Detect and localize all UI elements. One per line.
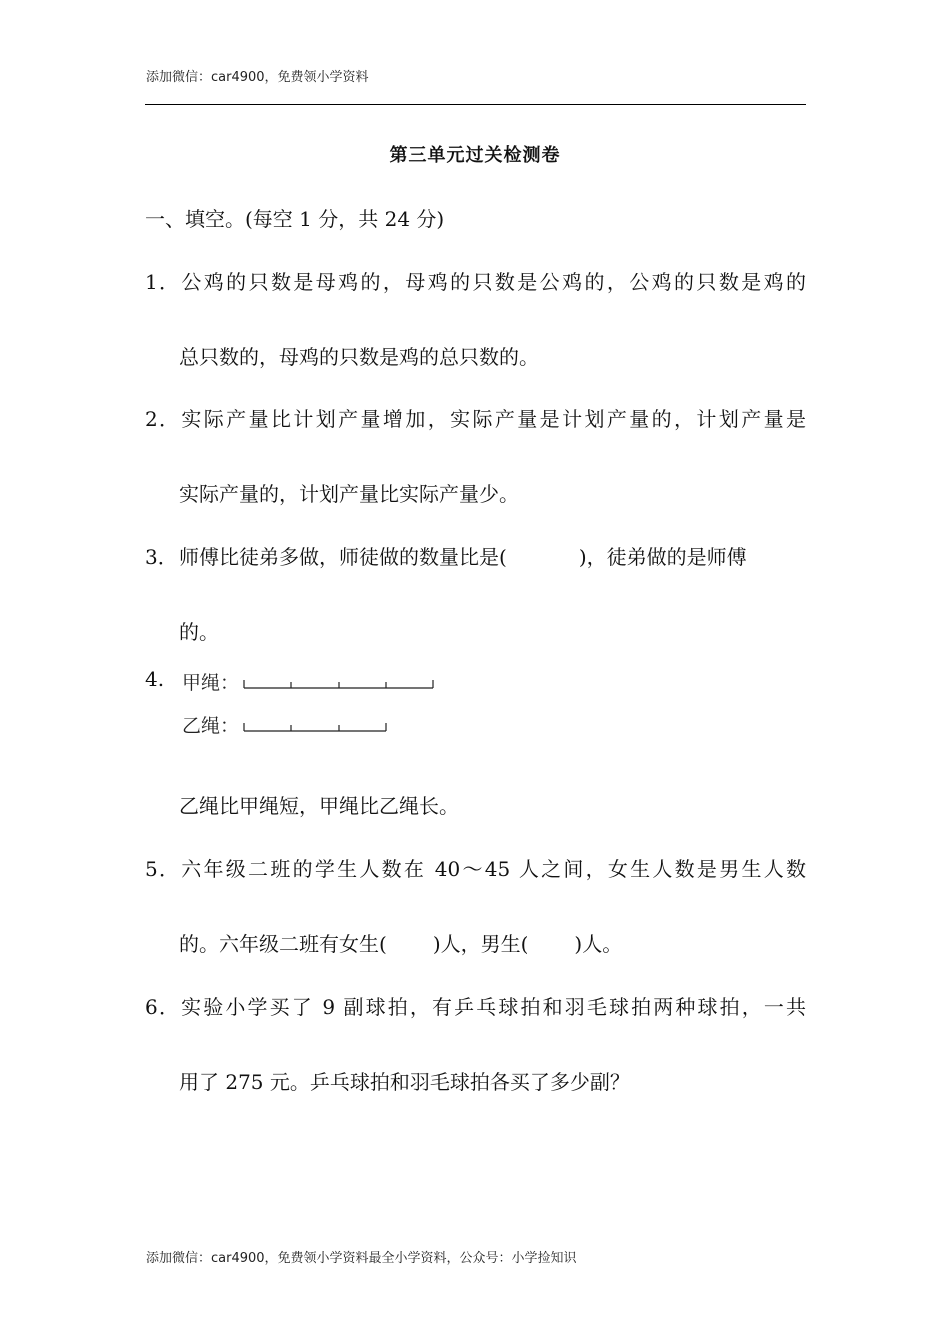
question-3-continued: 的。	[179, 620, 219, 644]
question-number: 5．	[145, 857, 179, 881]
question-text: 六年级二班的学生人数在 40～45 人之间，女生人数是男生人数	[179, 857, 806, 881]
question-4-text: 乙绳比甲绳短，甲绳比乙绳长。	[179, 794, 459, 818]
rope-b-label: 乙绳：	[182, 715, 240, 737]
question-text: 实验小学买了 9 副球拍，有乒乓球拍和羽毛球拍两种球拍，一共	[179, 995, 806, 1019]
page-title: 第三单元过关检测卷	[389, 145, 561, 166]
rope-b-diagram	[240, 719, 440, 735]
question-2-continued: 实际产量的，计划产量比实际产量少。	[179, 482, 519, 506]
question-6	[145, 991, 806, 1020]
question-number: 1．	[145, 270, 179, 294]
question-2	[145, 403, 806, 432]
question-1	[145, 266, 806, 295]
question-5-continued	[179, 928, 622, 957]
page-footer: 添加微信：car4900，免费领小学资料最全小学资料，公众号：小学捡知识	[146, 1251, 577, 1266]
question-text: )人，男生(	[432, 932, 529, 956]
question-1-continued: 总只数的，母鸡的只数是鸡的总只数的。	[179, 345, 539, 369]
question-5	[145, 853, 806, 882]
question-6-continued: 用了 275 元。乒乓球拍和羽毛球拍各买了多少副？	[179, 1070, 630, 1094]
question-number: 4.	[145, 667, 165, 691]
question-text: )，徒弟做的是师傅	[578, 545, 747, 569]
question-text: 的。六年级二班有女生(	[179, 932, 387, 956]
question-text: 公鸡的只数是母鸡的，母鸡的只数是公鸡的，公鸡的只数是鸡的	[179, 270, 806, 294]
section-heading: 一、填空。(每空 1 分，共 24 分)	[145, 207, 445, 231]
rope-a-label: 甲绳：	[182, 672, 240, 694]
question-number: 2．	[145, 407, 179, 431]
question-3	[145, 541, 747, 570]
header-divider	[145, 104, 806, 105]
page-header: 添加微信：car4900，免费领小学资料	[146, 70, 369, 85]
question-text: )人。	[574, 932, 623, 956]
question-number: 3．	[145, 545, 178, 569]
question-text: 实际产量比计划产量增加，实际产量是计划产量的，计划产量是	[179, 407, 806, 431]
question-text: 师傅比徒弟多做，师徒做的数量比是(	[179, 545, 507, 569]
rope-a-diagram	[240, 676, 440, 692]
question-number: 6．	[145, 995, 179, 1019]
